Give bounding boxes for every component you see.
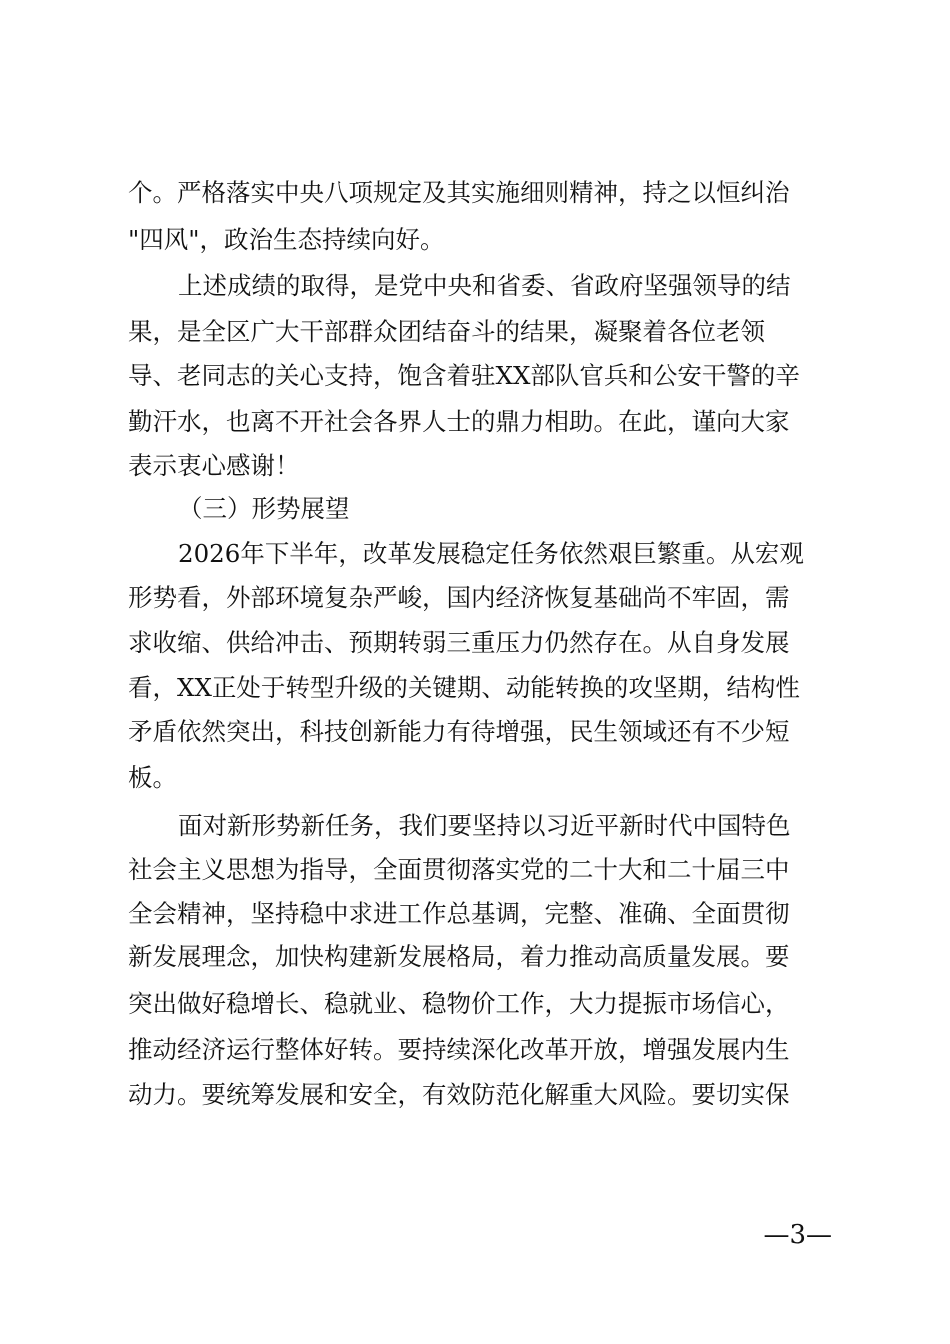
body-text-line: 勤汗水，也离不开社会各界人士的鼎力相助。在此，谨向大家	[128, 407, 790, 436]
page-number: —3—	[763, 1220, 832, 1250]
body-text-line: 动力。要统筹发展和安全，有效防范化解重大风险。要切实保	[128, 1080, 790, 1109]
section-heading: （三）形势展望	[178, 494, 350, 523]
body-text-line: 导、老同志的关心支持，饱含着驻XX部队官兵和公安干警的辛	[128, 361, 800, 390]
body-text-line: 推动经济运行整体好转。要持续深化改革开放，增强发展内生	[128, 1035, 790, 1064]
body-text-line: 表示衷心感谢！	[128, 451, 300, 480]
body-text-line: 板。	[128, 763, 177, 792]
body-text-line: 果，是全区广大干部群众团结奋斗的结果，凝聚着各位老领	[128, 317, 765, 346]
body-text-line: 形势看，外部环境复杂严峻，国内经济恢复基础尚不牢固，需	[128, 583, 790, 612]
body-text-line: 矛盾依然突出，科技创新能力有待增强，民生领域还有不少短	[128, 717, 790, 746]
body-text-line: 新发展理念，加快构建新发展格局，着力推动高质量发展。要	[128, 942, 790, 971]
body-text-line: 2026年下半年，改革发展稳定任务依然艰巨繁重。从宏观	[178, 539, 804, 568]
body-text-line: 面对新形势新任务，我们要坚持以习近平新时代中国特色	[178, 811, 791, 840]
body-text-line: 个。严格落实中央八项规定及其实施细则精神，持之以恒纠治	[128, 178, 790, 207]
body-text-line: 求收缩、供给冲击、预期转弱三重压力仍然存在。从自身发展	[128, 628, 790, 657]
body-text-line: 上述成绩的取得，是党中央和省委、省政府坚强领导的结	[178, 271, 791, 300]
body-text-line: 突出做好稳增长、稳就业、稳物价工作，大力提振市场信心，	[128, 989, 790, 1018]
body-text-line: "四风"，政治生态持续向好。	[128, 225, 445, 254]
body-text-line: 看，XX正处于转型升级的关键期、动能转换的攻坚期，结构性	[128, 673, 800, 702]
body-text-line: 社会主义思想为指导，全面贯彻落实党的二十大和二十届三中	[128, 855, 790, 884]
body-text-line: 全会精神，坚持稳中求进工作总基调，完整、准确、全面贯彻	[128, 899, 790, 928]
